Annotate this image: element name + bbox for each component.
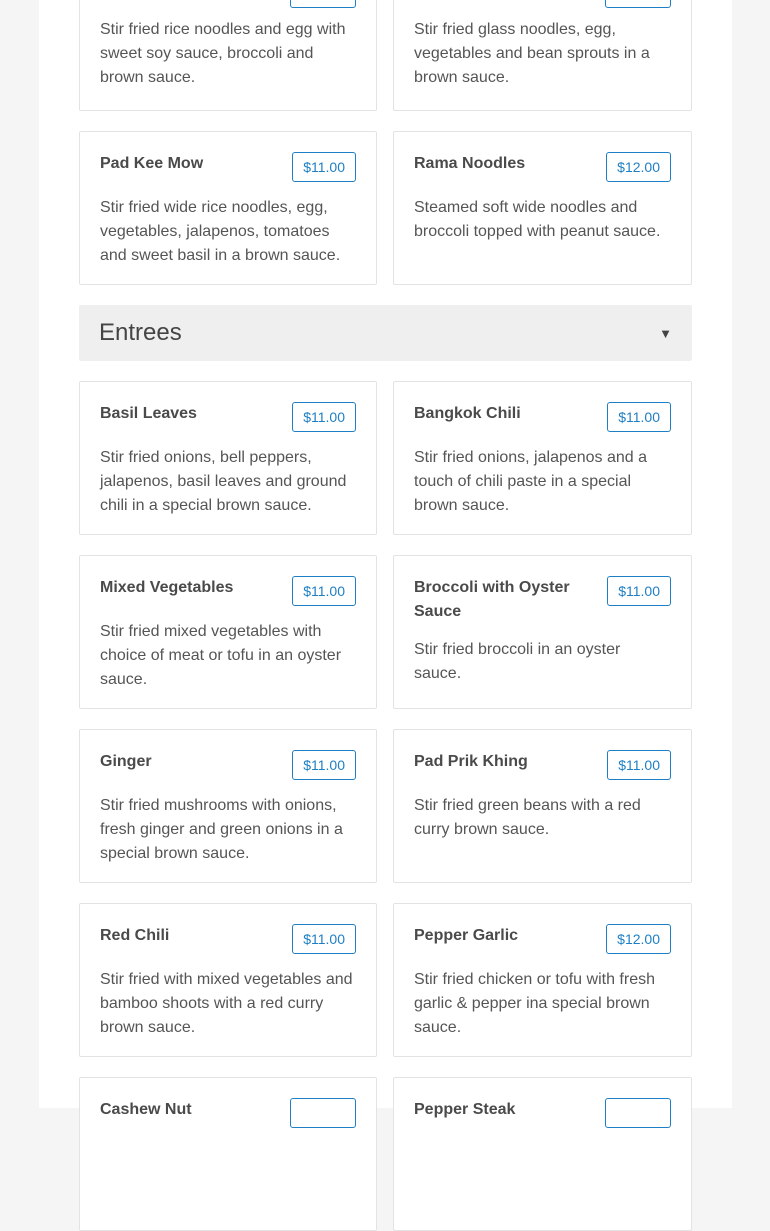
price-badge: $11.00 — [292, 750, 356, 780]
menu-page — [39, 0, 732, 1118]
item-description: Stir fried onions, jalapenos and a touch of chili paste in a special brown sauce. — [414, 449, 648, 514]
item-description: Stir fried mixed vegetables with choice of meat or tofu in an oyster sauce. — [100, 623, 342, 688]
item-name: Cashew Nut — [100, 1101, 192, 1118]
noodles-grid-2 — [79, 131, 692, 285]
item-description: Stir fried wide rice noodles, egg, vegetables, jalapenos, tomatoes and sweet basil in a brown sauce. — [100, 199, 341, 264]
item-name: Pepper Garlic — [414, 927, 519, 944]
menu-item-card[interactable] — [79, 903, 377, 1057]
item-description: Stir fried chicken or tofu with fresh garlic & pepper ina special brown sauce. — [414, 971, 655, 1036]
price-badge: $11.00 — [292, 152, 356, 182]
menu-item-card[interactable] — [79, 381, 377, 535]
item-description: Stir fried onions, bell peppers, jalapenos, basil leaves and ground chili in a special brown sauce. — [100, 449, 347, 514]
menu-item-card[interactable] — [79, 555, 377, 709]
price-badge: $12.00 — [606, 152, 671, 182]
item-description: Steamed soft wide noodles and broccoli topped with peanut sauce. — [414, 199, 661, 240]
price-badge: $11.00 — [607, 402, 671, 432]
section-title: Entrees — [99, 319, 182, 346]
section-header-entrees[interactable] — [79, 305, 692, 361]
menu-item-card[interactable] — [79, 131, 377, 285]
item-name: Rama Noodles — [414, 155, 526, 172]
menu-item-card[interactable] — [79, 0, 377, 111]
price-badge — [290, 1098, 356, 1128]
price-badge: $11.00 — [292, 402, 356, 432]
triangle-down-icon: ▼ — [659, 325, 672, 341]
noodles-grid — [79, 0, 692, 111]
item-description: Stir fried with mixed vegetables and bamboo shoots with a red curry brown sauce. — [100, 971, 353, 1036]
menu-item-card[interactable] — [393, 555, 692, 709]
item-name: Broccoli with Oyster Sauce — [414, 579, 570, 620]
price-badge: $12.00 — [606, 924, 671, 954]
item-description: Stir fried rice noodles and egg with sweet soy sauce, broccoli and brown sauce. — [100, 21, 346, 86]
price-badge — [605, 0, 671, 8]
entrees-grid — [79, 381, 692, 1231]
item-description: Stir fried green beans with a red curry brown sauce. — [414, 797, 641, 838]
price-badge: $11.00 — [292, 924, 356, 954]
price-badge: $11.00 — [607, 576, 671, 606]
price-badge: $11.00 — [607, 750, 671, 780]
menu-item-card[interactable] — [393, 903, 692, 1057]
item-description: Stir fried mushrooms with onions, fresh ginger and green onions in a special brown sauce. — [100, 797, 343, 862]
item-name: Ginger — [100, 753, 152, 770]
item-name: Pepper Steak — [414, 1101, 516, 1118]
menu-item-card[interactable] — [393, 729, 692, 883]
item-name: Basil Leaves — [100, 405, 197, 422]
price-badge: $11.00 — [292, 576, 356, 606]
menu-item-card[interactable] — [393, 131, 692, 285]
menu-item-card[interactable] — [79, 729, 377, 883]
menu-item-card[interactable] — [393, 1077, 692, 1231]
item-name: Bangkok Chili — [414, 405, 521, 422]
menu-item-card[interactable] — [393, 0, 692, 111]
item-name: Pad Prik Khing — [414, 753, 528, 770]
item-description: Stir fried broccoli in an oyster sauce. — [414, 641, 621, 682]
menu-item-card[interactable] — [393, 381, 692, 535]
price-badge — [605, 1098, 671, 1128]
item-name: Pad Kee Mow — [100, 155, 204, 172]
item-name: Mixed Vegetables — [100, 579, 234, 596]
price-badge — [290, 0, 356, 8]
item-description: Stir fried glass noodles, egg, vegetables and bean sprouts in a brown sauce. — [414, 21, 650, 86]
item-name: Red Chili — [100, 927, 170, 944]
menu-item-card[interactable] — [79, 1077, 377, 1231]
